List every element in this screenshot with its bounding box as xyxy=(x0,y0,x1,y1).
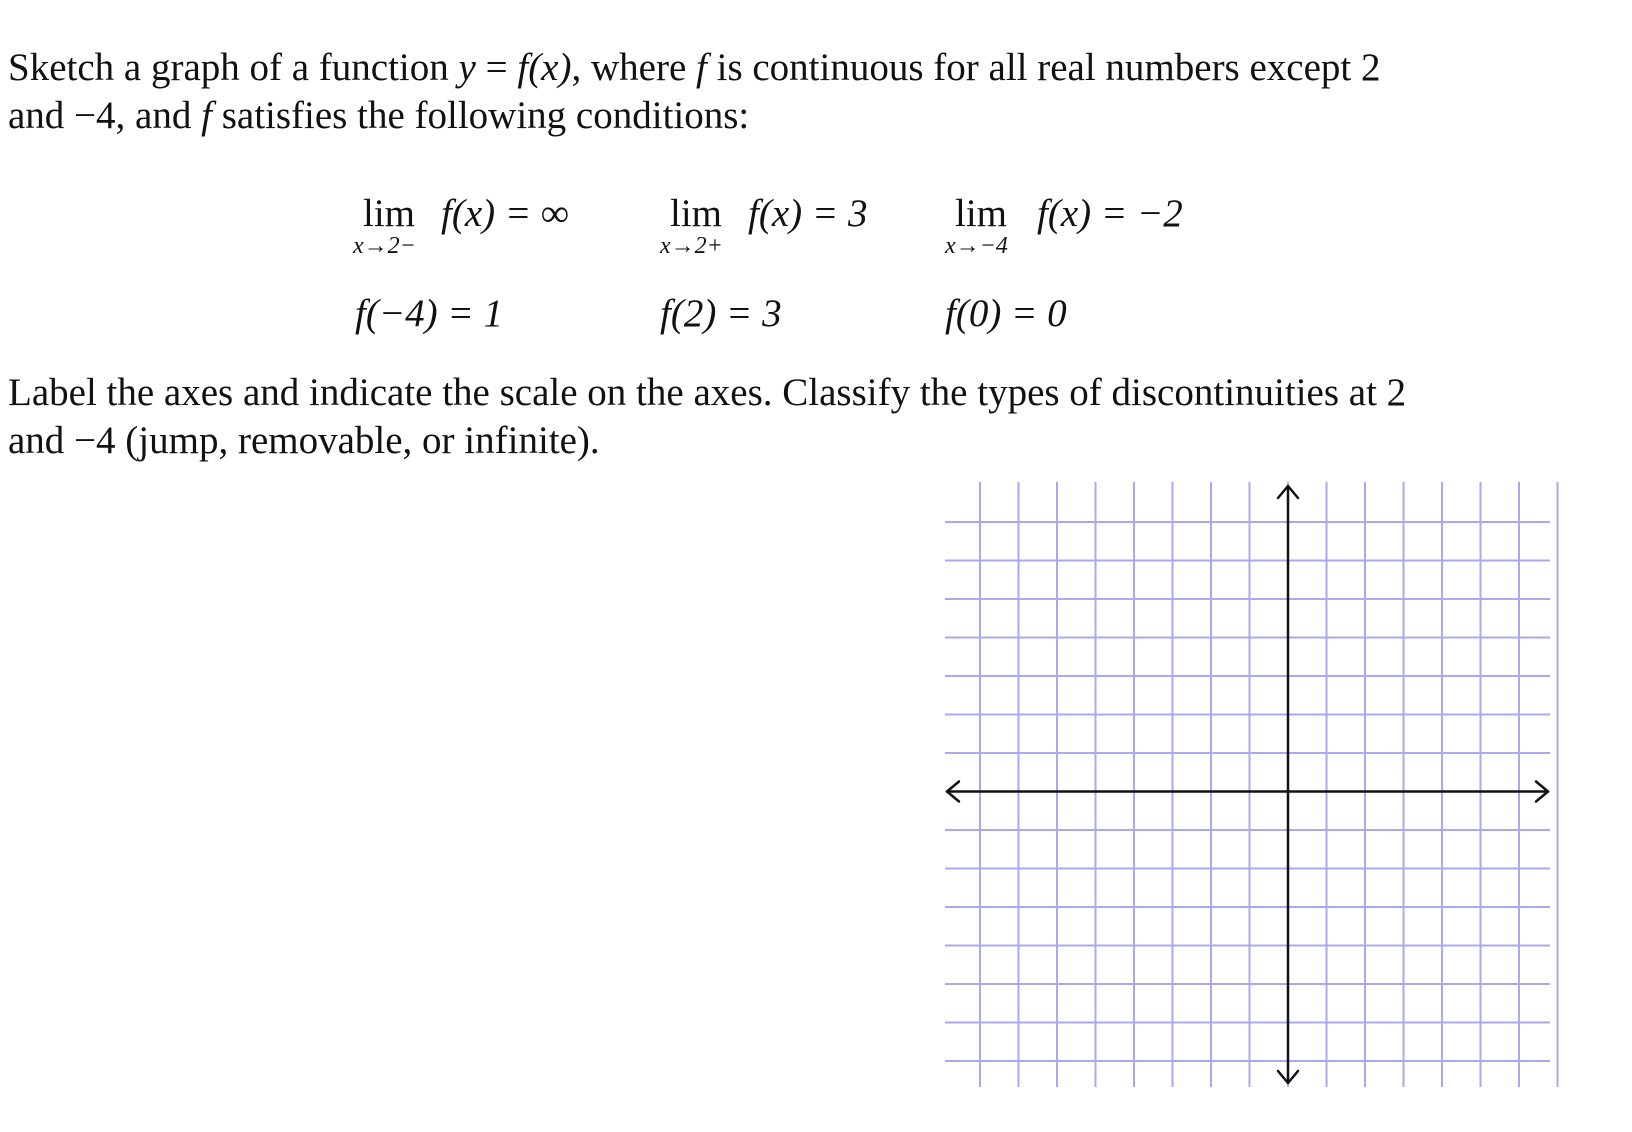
lim-expression: f(x) = −2 xyxy=(1037,192,1183,235)
value-condition-2: f(2) = 3 xyxy=(660,292,782,335)
lim-subscript: x→2+ xyxy=(660,233,723,259)
lim-expression: f(x) = ∞ xyxy=(441,192,569,235)
value-condition-1: f(−4) = 1 xyxy=(355,292,503,335)
lim-operator: lim xyxy=(363,192,416,235)
equals-sign: = xyxy=(475,46,518,89)
limit-condition-1 xyxy=(353,192,613,292)
limit-condition-3 xyxy=(945,192,1235,292)
intro-text: and −4, and xyxy=(8,94,202,137)
lim-subscript: x→2− xyxy=(353,233,416,259)
lim-expression: f(x) = 3 xyxy=(748,192,868,235)
instructions-line-1: Label the axes and indicate the scale on the axes. Classify the types of discontinuities at 2 xyxy=(8,371,1407,414)
var-y: y xyxy=(458,46,476,89)
lim-subscript: x→−4 xyxy=(945,233,1008,259)
intro-line-2 xyxy=(8,92,1578,140)
coordinate-grid[interactable] xyxy=(940,482,1560,1100)
intro-text: satisfies the following conditions: xyxy=(211,94,750,137)
lim-operator: lim xyxy=(670,192,723,235)
instructions-line-2: and −4 (jump, removable, or infinite). xyxy=(8,419,600,462)
intro-text: , where xyxy=(571,46,697,89)
problem-instructions xyxy=(8,369,1578,465)
grid-svg[interactable] xyxy=(940,482,1560,1100)
intro-text: is continuous for all real numbers except 2 xyxy=(706,46,1381,89)
var-f: f xyxy=(696,46,707,89)
lim-operator: lim xyxy=(955,192,1008,235)
limit-condition-2 xyxy=(660,192,910,292)
intro-line-1 xyxy=(8,44,1578,92)
var-f: f xyxy=(517,46,529,89)
var-f: f xyxy=(201,94,212,137)
var-x-paren: (x) xyxy=(528,46,572,89)
problem-intro xyxy=(8,44,1578,140)
intro-text: Sketch a graph of a function xyxy=(8,46,459,89)
value-condition-3: f(0) = 0 xyxy=(945,292,1067,335)
